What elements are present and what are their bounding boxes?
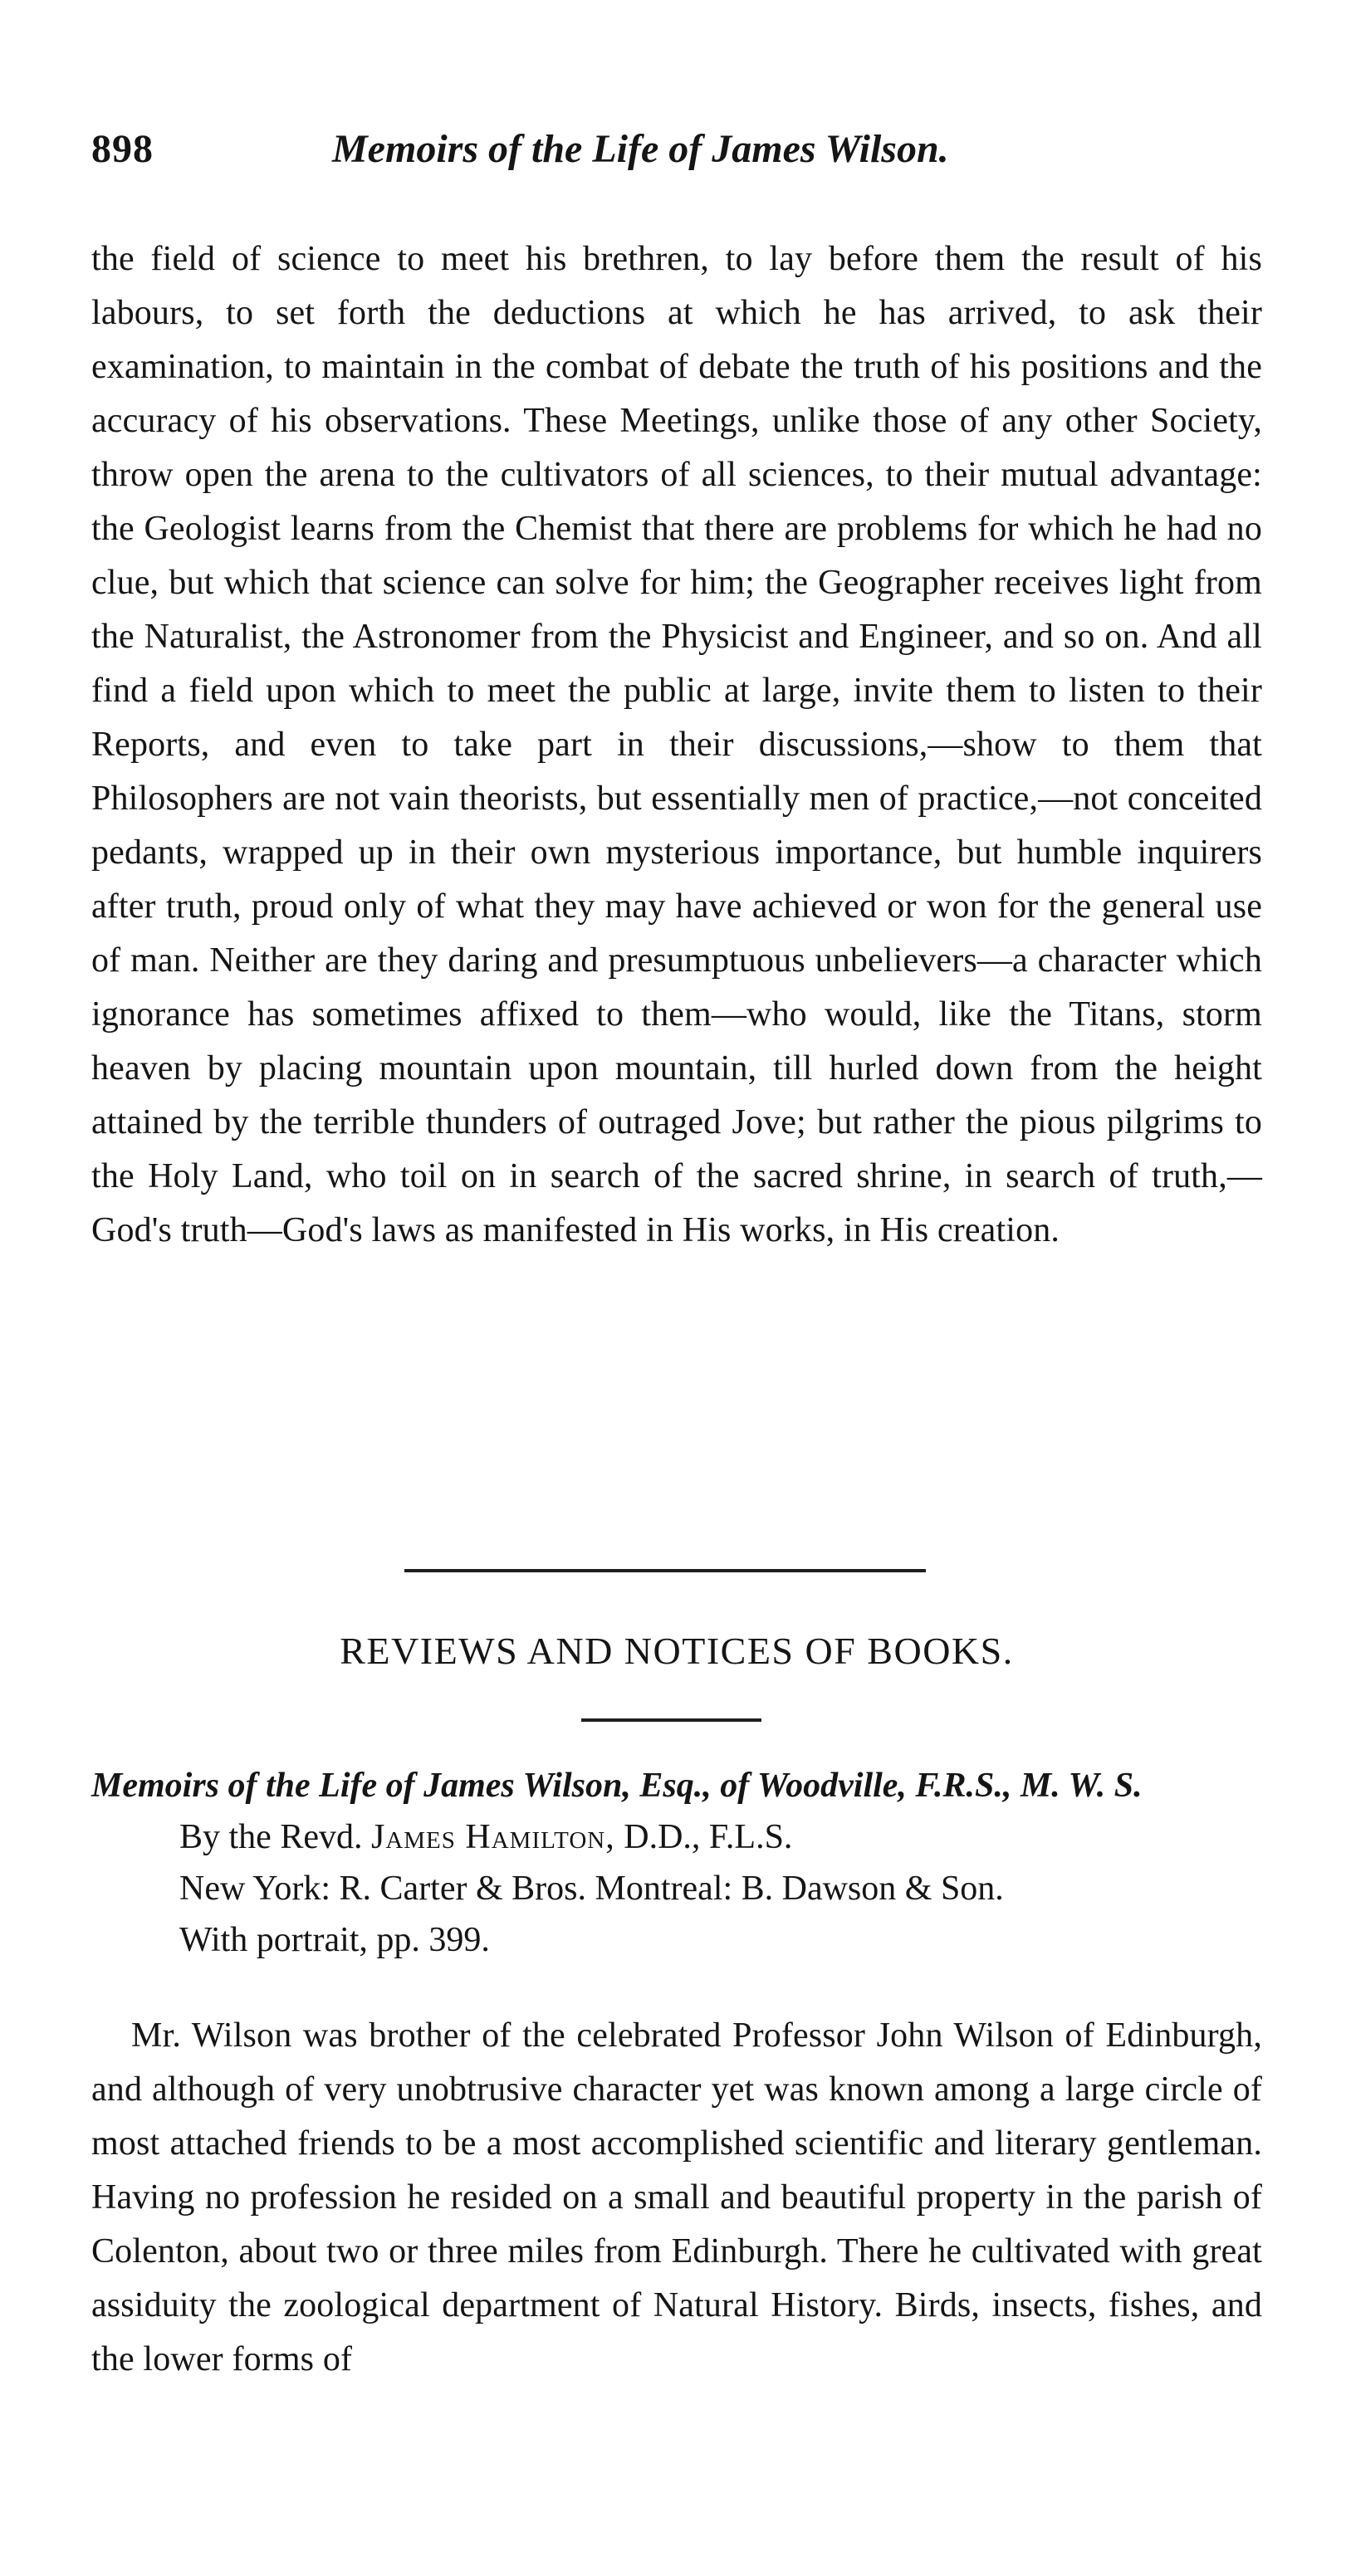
author-credentials: D.D., F.L.S. bbox=[624, 1818, 793, 1856]
section-divider-rule bbox=[404, 1569, 926, 1572]
publication-imprint: New York: R. Carter & Bros. Montreal: B. Dawson & Son. bbox=[179, 1870, 1004, 1908]
page-number: 898 bbox=[91, 127, 154, 171]
running-header bbox=[91, 125, 1270, 183]
running-title: Memoirs of the Life of James Wilson. bbox=[332, 127, 949, 171]
author-line bbox=[91, 1811, 1262, 1863]
opening-paragraph: the field of science to meet his brethren, to lay before them the result of his labours, to set forth the deductions at which he has arrived, to ask their examination, to maintain in the combat of debate the truth of his positions and the accuracy of his observations. These Meetings, unlike those of any other Society, throw open the arena to the cultivators of all sciences, to their mutual advantage: the Geologist learns from the Chemist that there are problems for which he had no clue, but which that science can solve for him; the Geographer receives light from the Naturalist, the Astronomer from the Physicist and Engineer, and so on. And all find a field upon which to meet the public at large, invite them to listen to their Reports, and even to take part in their discussions,—show to them that Philosophers are not vain theorists, but essentially men of practice,—not conceited pedants, wrapped up in their own mysterious importance, but humble inquirers after truth, proud only of what they may have achieved or won for the general use of man. Neither are they daring and presumptuous unbelievers—a character which ignorance has sometimes affixed to them—who would, like the Titans, storm heaven by placing mountain upon mountain, till hurled down from the height attained by the terrible thunders of outraged Jove; but rather the pious pilgrims to the Holy Land, who toil on in search of the sacred shrine, in search of truth,—God's truth—God's laws as manifested in His works, in His creation. bbox=[91, 240, 1262, 1249]
publication-details: With portrait, pp. 399. bbox=[179, 1921, 490, 1959]
author-name: James Hamilton, bbox=[370, 1818, 615, 1856]
book-citation bbox=[91, 1760, 1262, 1966]
section-heading: REVIEWS AND NOTICES OF BOOKS. bbox=[340, 1630, 1014, 1672]
author-prefix: By the Revd. bbox=[179, 1818, 363, 1856]
heading-underline-rule bbox=[581, 1718, 761, 1722]
book-title: Memoirs of the Life of James Wilson, Esq., of Woodville, F.R.S., M. W. S. bbox=[91, 1767, 1143, 1805]
review-paragraph: Mr. Wilson was brother of the celebrated Professor John Wilson of Edinburgh, and although of very unobtrusive character yet was known among a large circle of most attached friends to be a most accomplished scientific and literary gentleman. Having no profession he resided on a small and beautiful property in the parish of Colenton, about two or three miles from Edinburgh. There he cultivated with great assiduity the zoological department of Natural History. Birds, insects, fishes, and the lower forms of bbox=[91, 2016, 1262, 2378]
